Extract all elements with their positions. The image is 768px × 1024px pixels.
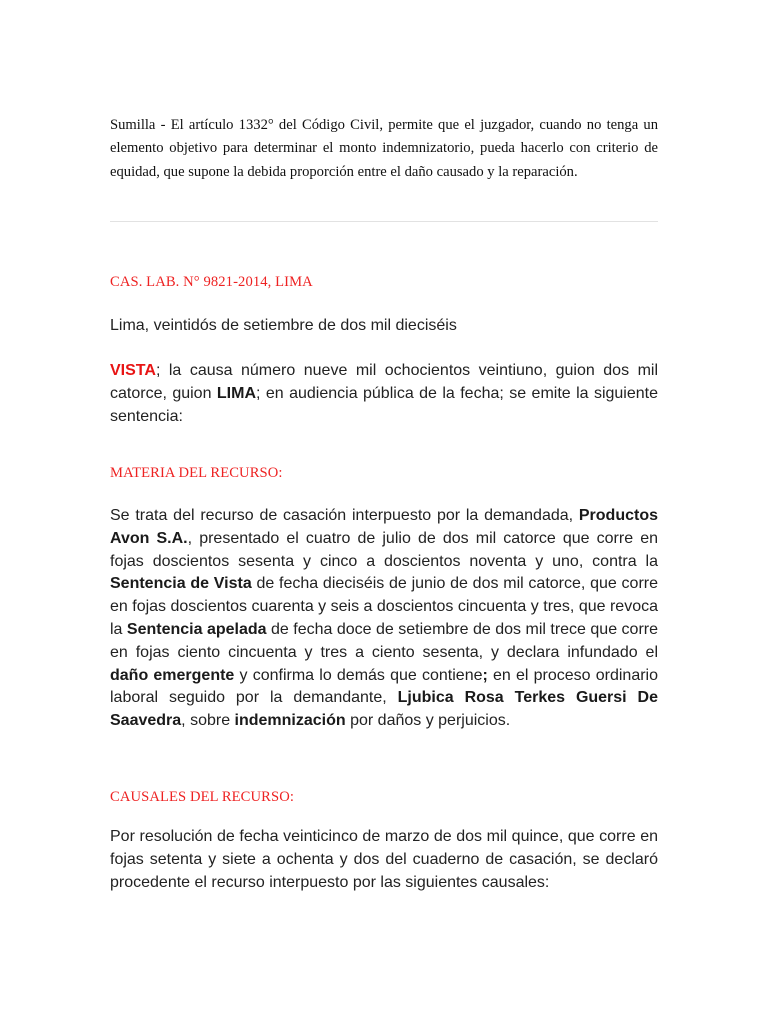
materia-text-4: de fecha doce de setiembre de dos mil trece que corre en fojas ciento cincuenta y tres a ciento sesenta, y declara infundado el <box>110 620 659 661</box>
causales-paragraph: Por resolución de fecha veinticinco de marzo de dos mil quince, que corre en fojas setenta y siete a ochenta y dos del cuaderno de casación, se declaró procedente el recurso interpuesto por las siguientes causales: <box>110 828 658 891</box>
materia-text-3: de fecha dieciséis de junio de dos mil catorce, que corre en fojas doscientos cuarenta y seis a doscientos cincuenta y tres, que revoca la <box>110 575 658 638</box>
vista-text-1: ; la causa número nueve mil ochocientos veintiuno, guion dos mil catorce, guion <box>110 362 658 402</box>
materia-bold-4: daño emergente <box>110 666 235 684</box>
materia-text-7: , sobre <box>181 712 235 730</box>
materia-bold-2: Sentencia de Vista <box>110 575 252 593</box>
materia-heading: MATERIA DEL RECURSO: <box>110 465 283 481</box>
vista-paragraph <box>110 360 658 428</box>
sumilla-paragraph: Sumilla - El artículo 1332° del Código Civil, permite que el juzgador, cuando no tenga un elemento objetivo para determinar el monto indemnizatorio, pueda hacerlo con criterio de equidad, que supone la debida proporción entre el daño causado y la reparación. <box>110 117 658 180</box>
materia-bold-3: Sentencia apelada <box>126 620 267 638</box>
materia-bold-7: indemnización <box>234 712 346 730</box>
vista-text-2: ; en audiencia pública de la fecha; se emite la siguiente sentencia: <box>110 384 658 425</box>
materia-text-5: y confirma lo demás que contiene <box>234 666 483 684</box>
causales-heading: CAUSALES DEL RECURSO: <box>110 789 295 805</box>
vista-lima: LIMA <box>216 384 257 402</box>
materia-bold-5: ; <box>482 666 488 684</box>
divider <box>110 221 658 222</box>
vista-label: VISTA <box>110 362 156 379</box>
case-heading: CAS. LAB. N° 9821-2014, LIMA <box>110 274 313 290</box>
materia-text-1: Se trata del recurso de casación interpuesto por la demandada, <box>110 507 579 524</box>
date-line: Lima, veintidós de setiembre de dos mil dieciséis <box>110 317 457 334</box>
materia-paragraph <box>110 505 658 733</box>
materia-text-2: , presentado el cuatro de julio de dos mil catorce que corre en fojas doscientos sesenta y cinco a doscientos noventa y uno, contra la <box>110 529 659 570</box>
materia-text-8: por daños y perjuicios. <box>345 712 511 730</box>
materia-bold-6: Ljubica Rosa Terkes Guersi De Saavedra <box>110 689 658 730</box>
materia-bold-1: Productos Avon S.A. <box>110 507 658 547</box>
materia-text-6: en el proceso ordinario laboral seguido por la demandante, <box>110 666 659 707</box>
